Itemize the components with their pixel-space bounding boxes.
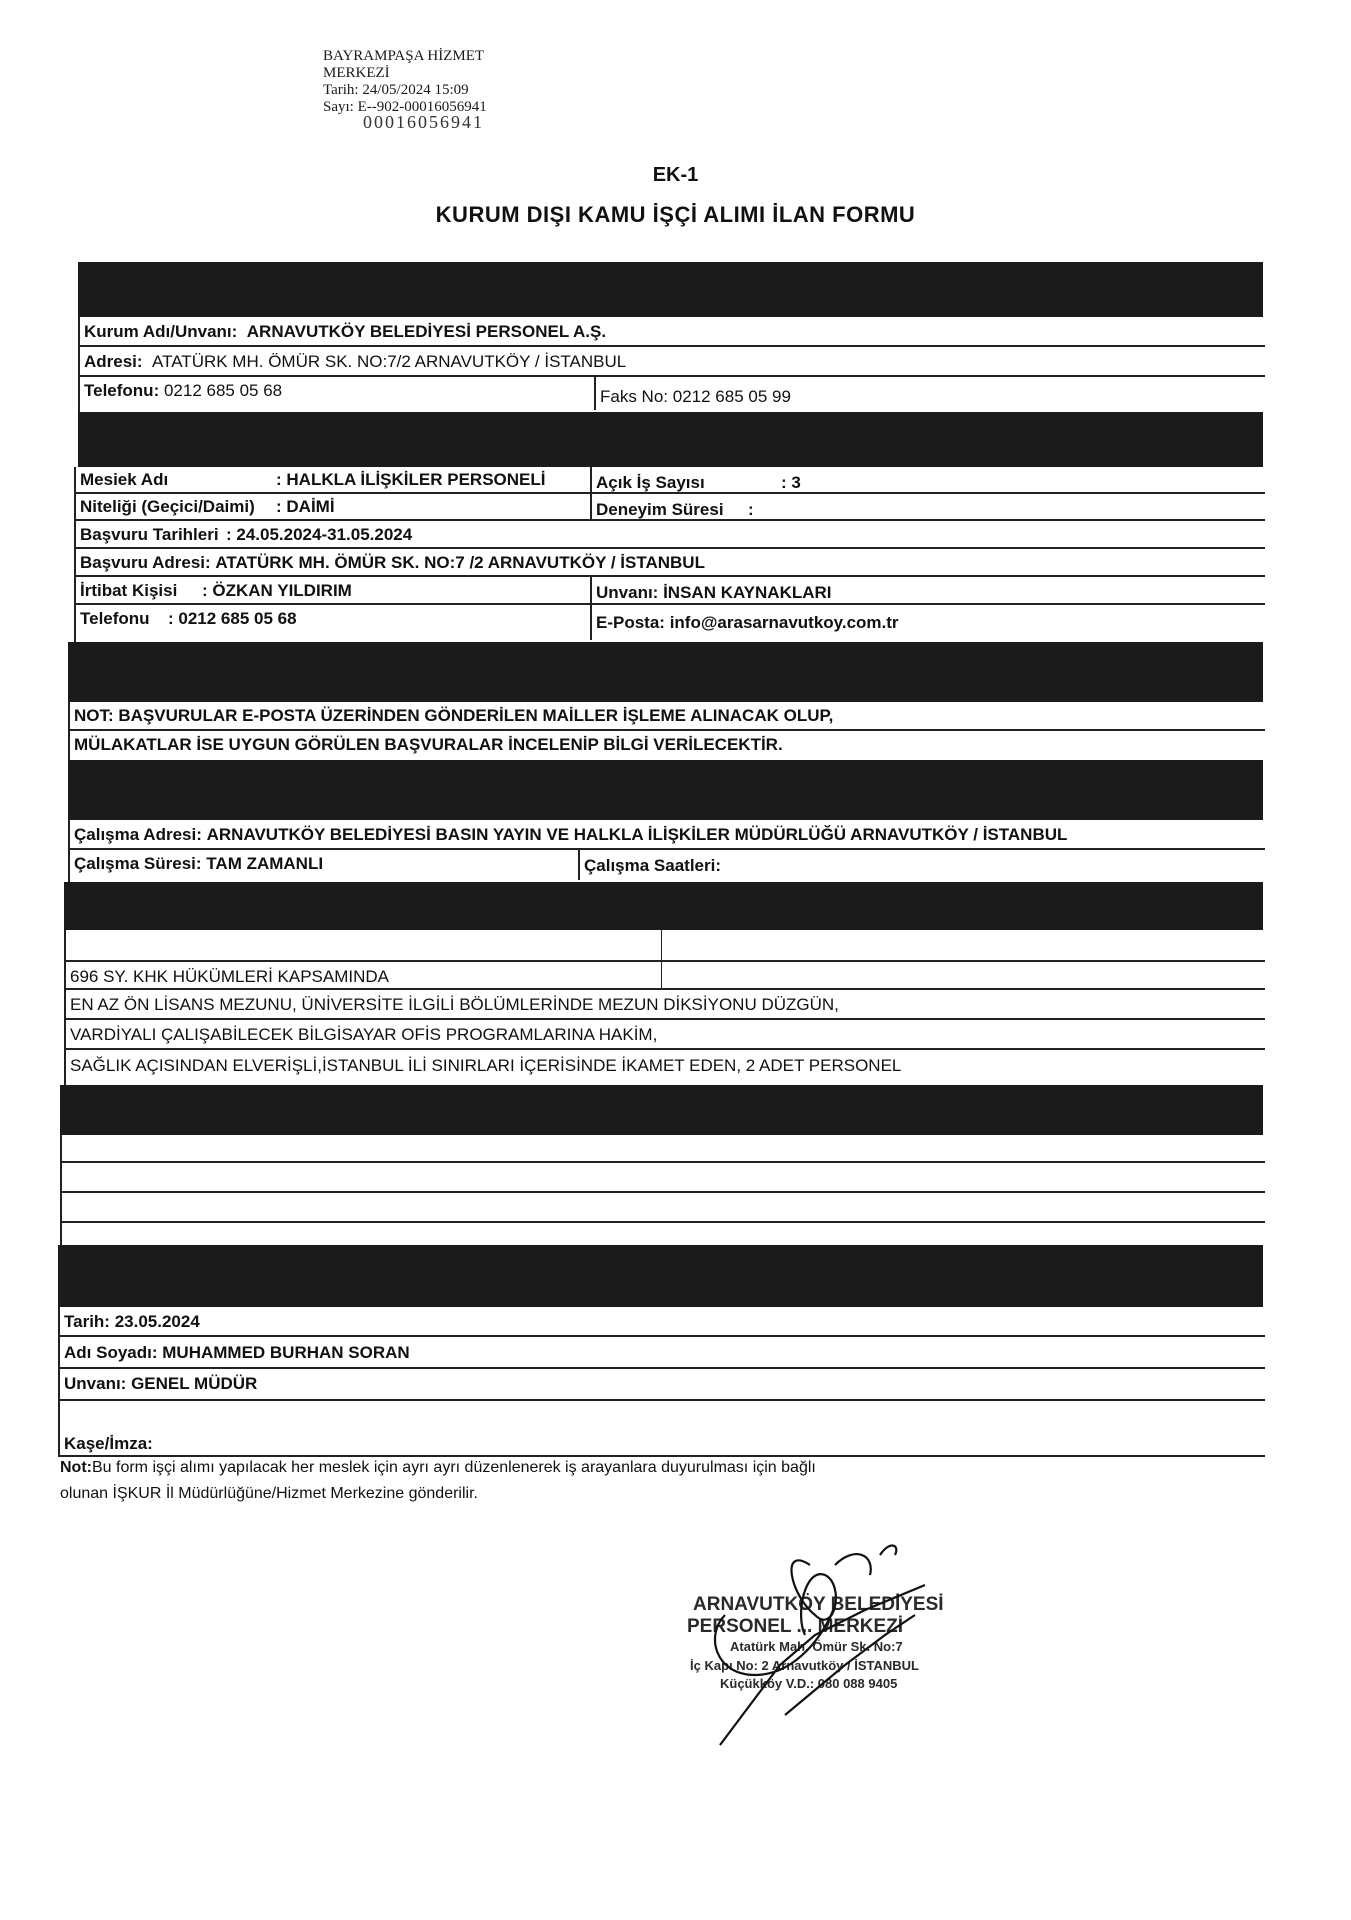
apply-address-label: Başvuru Adresi:	[80, 553, 211, 572]
interview-section	[68, 702, 1265, 760]
seal-signature-label: Kaşe/İmza:	[64, 1434, 153, 1453]
section-bar-approver	[58, 1245, 1263, 1307]
divider	[590, 467, 592, 492]
email-value: info@arasarnavutkoy.com.tr	[669, 613, 899, 632]
stamp-number: Sayı: E--902-00016056941	[323, 99, 487, 115]
signer-name-row	[60, 1337, 1265, 1369]
work-duration-label: Çalışma Süresi:	[74, 854, 202, 873]
company-seal-signature	[685, 1525, 1015, 1760]
openings-value: : 3	[781, 473, 801, 492]
contact-phone-value: : 0212 685 05 68	[168, 609, 297, 628]
requirement-line: SAĞLIK AÇISINDAN ELVERİŞLİ,İSTANBUL İLİ SINIRLARI İÇERİSİNDE İKAMET EDEN, 2 ADET PERSONEL	[70, 1056, 902, 1075]
signer-date-label: Tarih:	[64, 1312, 110, 1331]
divider	[594, 377, 596, 410]
openings-label: Açık İş Sayısı	[596, 473, 705, 492]
section-bar-work	[68, 760, 1263, 820]
work-address-row	[70, 820, 1265, 850]
institution-name-value: ARNAVUTKÖY BELEDİYESİ PERSONEL A.Ş.	[246, 322, 607, 341]
contact-phone-row	[76, 605, 1265, 640]
signer-date-value: 23.05.2024	[114, 1312, 200, 1331]
institution-fax-label: Faks No:	[600, 387, 669, 406]
documents-blank-row	[62, 1135, 1265, 1163]
divider	[590, 494, 592, 519]
divider	[590, 605, 592, 640]
experience-label: Deneyim Süresi	[596, 500, 724, 519]
institution-name-row	[80, 317, 1265, 347]
work-section	[68, 820, 1265, 882]
stamp-date: Tarih: 24/05/2024 15:09	[323, 82, 469, 98]
divider	[661, 962, 662, 988]
approver-section	[58, 1307, 1265, 1457]
signer-title-label: Unvanı:	[64, 1374, 127, 1393]
email-label: E-Posta:	[596, 613, 665, 632]
seal-line4: İç Kapı No: 2 Arnavutköy / İSTANBUL	[690, 1658, 919, 1673]
institution-address-label: Adresi:	[84, 352, 143, 371]
documents-blank-row	[62, 1223, 1265, 1243]
dates-value: : 24.05.2024-31.05.2024	[226, 525, 413, 544]
interview-note-line1: NOT: BAŞVURULAR E-POSTA ÜZERİNDEN GÖNDERİLEN MAİLLER İŞLEME ALINACAK OLUP,	[70, 702, 1265, 731]
apply-address-row	[76, 549, 1265, 577]
requirement-line: VARDİYALI ÇALIŞABİLECEK BİLGİSAYAR OFİS PROGRAMLARINA HAKİM,	[66, 1020, 1265, 1050]
seal-line3: Atatürk Mah. Ömür Sk. No:7	[730, 1639, 903, 1654]
signer-title-value: GENEL MÜDÜR	[131, 1374, 258, 1393]
section-bar-documents	[60, 1085, 1263, 1135]
work-address-label: Çalışma Adresi:	[74, 825, 202, 844]
footer-note-prefix: Not:	[60, 1459, 92, 1476]
institution-phone-label: Telefonu:	[84, 381, 160, 400]
signer-name-value: MUHAMMED BURHAN SORAN	[162, 1343, 410, 1362]
contact-phone-label: Telefonu	[80, 609, 150, 628]
signer-title-row	[60, 1369, 1265, 1401]
institution-name-label: Kurum Adı/Unvanı:	[84, 322, 238, 341]
signer-seal-row	[60, 1401, 1265, 1457]
divider	[578, 850, 580, 880]
documents-blank-row	[62, 1163, 1265, 1193]
work-duration-value: TAM ZAMANLI	[206, 854, 324, 873]
seal-line1: ARNAVUTKÖY BELEDİYESİ	[693, 1594, 944, 1615]
experience-value: :	[748, 500, 754, 519]
apply-address-value: ATATÜRK MH. ÖMÜR SK. NO:7 /2 ARNAVUTKÖY / İSTANBUL	[215, 553, 705, 572]
stamp-office-line1: BAYRAMPAŞA HİZMET	[323, 48, 485, 64]
requirements-blank-row	[66, 930, 1265, 962]
application-section	[74, 467, 1265, 642]
interview-note-line2: MÜLAKATLAR İSE UYGUN GÖRÜLEN BAŞVURALAR İNCELENİP BİLGİ VERİLECEKTİR.	[74, 735, 783, 754]
requirement-line: EN AZ ÖN LİSANS MEZUNU, ÜNİVERSİTE İLGİLİ BÖLÜMLERİNDE MEZUN DİKSİYONU DÜZGÜN,	[66, 990, 1265, 1020]
documents-section	[60, 1135, 1265, 1245]
requirements-section	[64, 930, 1265, 1085]
documents-blank-row	[62, 1193, 1265, 1223]
contact-title-value: İNSAN KAYNAKLARI	[663, 583, 832, 602]
contact-value: : ÖZKAN YILDIRIM	[202, 581, 352, 600]
divider	[661, 930, 662, 960]
institution-address-row	[80, 347, 1265, 377]
type-value: : DAİMİ	[276, 497, 335, 516]
institution-section	[78, 317, 1265, 412]
institution-phone-row	[80, 377, 1265, 410]
work-hours-label: Çalışma Saatleri:	[584, 856, 722, 875]
section-bar-institution	[78, 262, 1263, 317]
profession-label: Mesiek Adı	[80, 470, 169, 489]
footer-note-line1: Bu form işçi alımı yapılacak her meslek için ayrı ayrı düzenlenerek iş arayanlara duyurulması için bağlı	[91, 1459, 816, 1476]
footer-note-line2: olunan İŞKUR İl Müdürlüğüne/Hizmet Merkezine gönderilir.	[60, 1485, 478, 1502]
seal-line5: Küçükköy V.D.: 080 088 9405	[720, 1676, 898, 1691]
form-code: EK-1	[652, 164, 699, 186]
type-row	[76, 494, 1265, 521]
seal-line2: PERSONEL ... MERKEZİ	[687, 1616, 904, 1637]
profession-row	[76, 467, 1265, 494]
section-bar-application	[78, 412, 1263, 467]
institution-address-value: ATATÜRK MH. ÖMÜR SK. NO:7/2 ARNAVUTKÖY / İSTANBUL	[152, 352, 627, 371]
institution-phone-value: 0212 685 05 68	[163, 381, 283, 400]
footer-note	[60, 1455, 1060, 1507]
requirement-line: 696 SY. KHK HÜKÜMLERİ KAPSAMINDA	[66, 962, 1265, 990]
form-title: KURUM DIŞI KAMU İŞÇİ ALIMI İLAN FORMU	[435, 202, 916, 227]
contact-label: İrtibat Kişisi	[80, 581, 178, 600]
section-bar-requirements	[64, 882, 1263, 930]
contact-title-label: Unvanı:	[596, 583, 659, 602]
type-label: Niteliği (Geçici/Daimi)	[80, 497, 255, 516]
divider	[590, 577, 592, 603]
dates-row	[76, 521, 1265, 549]
section-bar-interview	[68, 642, 1263, 702]
stamp-barcode-digits: 00016056941	[363, 116, 484, 128]
stamp-office-line2: MERKEZİ	[323, 65, 390, 81]
dates-label: Başvuru Tarihleri	[80, 525, 219, 544]
profession-value: : HALKLA İLİŞKİLER PERSONELİ	[276, 470, 546, 489]
contact-row	[76, 577, 1265, 605]
work-address-value: ARNAVUTKÖY BELEDİYESİ BASIN YAYIN VE HALKLA İLİŞKİLER MÜDÜRLÜĞÜ ARNAVUTKÖY / İSTANBUL	[206, 825, 1068, 844]
signer-name-label: Adı Soyadı:	[64, 1343, 158, 1362]
work-duration-row	[70, 850, 1265, 880]
institution-fax-value: 0212 685 05 99	[672, 387, 791, 406]
receipt-stamp	[323, 48, 487, 128]
signer-date-row	[60, 1307, 1265, 1337]
